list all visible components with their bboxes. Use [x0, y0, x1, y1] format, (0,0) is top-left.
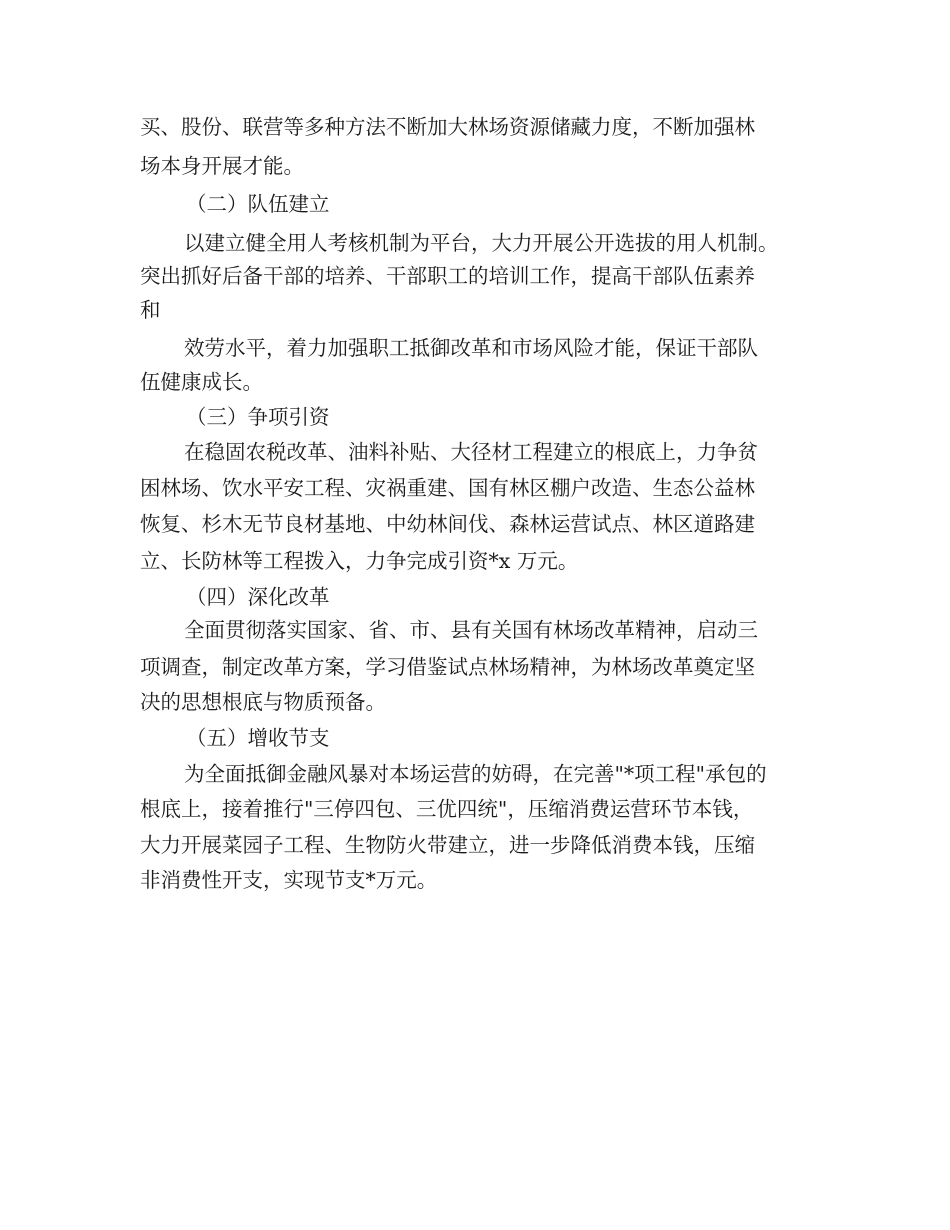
paragraph-line: 和: [140, 298, 161, 322]
paragraph-line: 大力开展菜园子工程、生物防火带建立，进一步降低消费本钱，压缩: [140, 833, 755, 857]
paragraph-line: 全面贯彻落实国家、省、市、县有关国有林场改革精神，启动三: [184, 618, 758, 642]
section-heading: （二）队伍建立: [186, 192, 330, 216]
paragraph-line: 买、股份、联营等多种方法不断加大林场资源储藏力度，不断加强林: [140, 115, 755, 139]
paragraph-line: 场本身开展才能。: [140, 154, 304, 178]
paragraph-line: 伍健康成长。: [140, 370, 263, 394]
paragraph-line: 以建立健全用人考核机制为平台，大力开展公开选拔的用人机制。: [184, 231, 779, 255]
paragraph-line: 非消费性开支，实现节支*万元。: [140, 868, 438, 892]
paragraph-line: 根底上，接着推行"三停四包、三优四统"，压缩消费运营环节本钱，: [140, 797, 754, 821]
paragraph-line: 突出抓好后备干部的培养、干部职工的培训工作，提高干部队伍素养: [140, 264, 755, 288]
section-heading: （三）争项引资: [186, 405, 330, 429]
section-heading: （四）深化改革: [186, 585, 330, 609]
paragraph-line: 效劳水平，着力加强职工抵御改革和市场风险才能，保证干部队: [184, 336, 758, 360]
paragraph-line: 立、长防林等工程拨入，力争完成引资*x 万元。: [140, 549, 579, 573]
section-heading: （五）增收节支: [186, 726, 330, 750]
paragraph-line: 恢复、杉木无节良材基地、中幼林间伐、森林运营试点、林区道路建: [140, 512, 755, 536]
paragraph-line: 为全面抵御金融风暴对本场运营的妨碍，在完善"*项工程"承包的: [184, 762, 767, 786]
paragraph-line: 项调查，制定改革方案，学习借鉴试点林场精神，为林场改革奠定坚: [140, 655, 755, 679]
paragraph-line: 决的思想根底与物质预备。: [140, 690, 386, 714]
paragraph-line: 在稳固农税改革、油料补贴、大径材工程建立的根底上，力争贫: [184, 440, 758, 464]
paragraph-line: 困林场、饮水平安工程、灾祸重建、国有林区棚户改造、生态公益林: [140, 476, 755, 500]
